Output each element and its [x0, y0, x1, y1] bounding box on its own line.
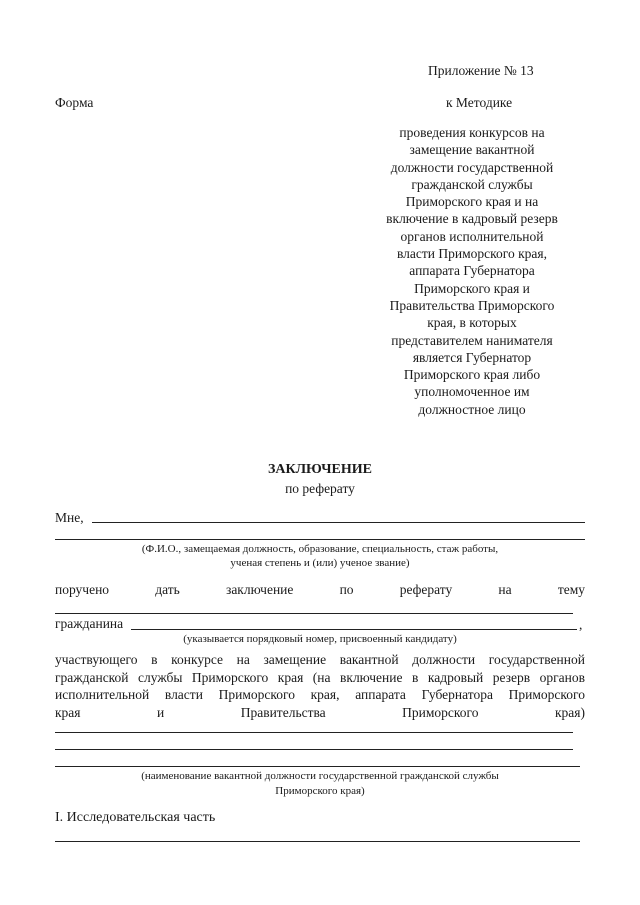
appendix-desc-line: Правительства Приморского: [389, 297, 555, 313]
fill-line-name: [92, 522, 585, 523]
assign-word: поручено: [55, 582, 110, 597]
paragraph-line: исполнительной власти Приморского края, аппарата Губернатора Приморского: [55, 687, 585, 702]
citizen-label: гражданина: [55, 616, 124, 631]
fill-line-position-1: [55, 732, 573, 733]
paragraph-line: участвующего в конкурсе на замещение вакантной должности государственной: [55, 652, 585, 667]
appendix-desc-line: должностное лицо: [418, 401, 526, 417]
assign-word: по: [339, 582, 354, 597]
appendix-desc-line: проведения конкурсов на: [399, 125, 545, 140]
appendix-number: Приложение № 13: [428, 63, 534, 78]
appendix-desc-line: представителем нанимателя: [391, 332, 553, 348]
assign-word: тему: [557, 582, 585, 597]
appendix-desc-line: должности государственной: [390, 159, 554, 175]
appendix-desc-line: власти Приморского края,: [396, 246, 547, 262]
assign-word: заключение: [225, 582, 294, 597]
appendix-desc-line: органов исполнительной: [400, 228, 544, 244]
person-caption-2: ученая степень и (или) ученое звание): [230, 557, 410, 569]
appendix-desc-line: Приморского края и: [414, 280, 530, 296]
appendix-desc-line: уполномоченное им: [414, 384, 530, 400]
appendix-desc-line: края, в которых: [427, 315, 517, 331]
assignment-row: [55, 582, 585, 598]
document-subtitle: по реферату: [285, 481, 355, 496]
assign-word: на: [498, 582, 512, 597]
citizen-comma: ,: [579, 617, 583, 632]
appendix-description: [372, 124, 572, 418]
paragraph-line: гражданской службы Приморского края (на включение в кадровый резерв органов: [55, 669, 585, 685]
citizen-caption: (указывается порядковый номер, присвоенный кандидату): [183, 633, 457, 645]
appendix-desc-line: гражданской службы: [411, 176, 533, 192]
appendix-desc-line: замещение вакантной: [409, 142, 535, 158]
fill-line-citizen: [131, 629, 577, 630]
appendix-methodology-ref: к Методике: [446, 95, 513, 110]
fill-line-person-details: [55, 539, 585, 540]
paragraph-line: края и Правительства Приморского края): [55, 704, 585, 720]
assign-word: реферату: [399, 582, 453, 597]
appendix-desc-line: является Губернатор: [412, 349, 532, 365]
fill-line-research: [55, 841, 580, 842]
position-caption-1: (наименование вакантной должности государственной гражданской службы: [141, 770, 499, 782]
appendix-desc-line: Приморского края и на: [405, 194, 539, 210]
fill-line-position-3: [55, 766, 580, 767]
to-me-label: Мне,: [55, 510, 84, 525]
fill-line-topic: [55, 613, 573, 614]
appendix-desc-line: аппарата Губернатора: [409, 263, 535, 279]
appendix-desc-line: включение в кадровый резерв: [386, 211, 558, 227]
competition-paragraph: [55, 651, 585, 721]
section-research-title: I. Исследовательская часть: [55, 810, 216, 825]
form-label: Форма: [55, 95, 94, 110]
fill-line-position-2: [55, 749, 573, 750]
person-caption-1: (Ф.И.О., замещаемая должность, образование, специальность, стаж работы,: [141, 543, 499, 555]
document-title: ЗАКЛЮЧЕНИЕ: [267, 462, 373, 477]
assign-word: дать: [155, 582, 180, 597]
appendix-desc-line: Приморского края либо: [403, 367, 541, 383]
position-caption-2: Приморского края): [275, 785, 365, 797]
